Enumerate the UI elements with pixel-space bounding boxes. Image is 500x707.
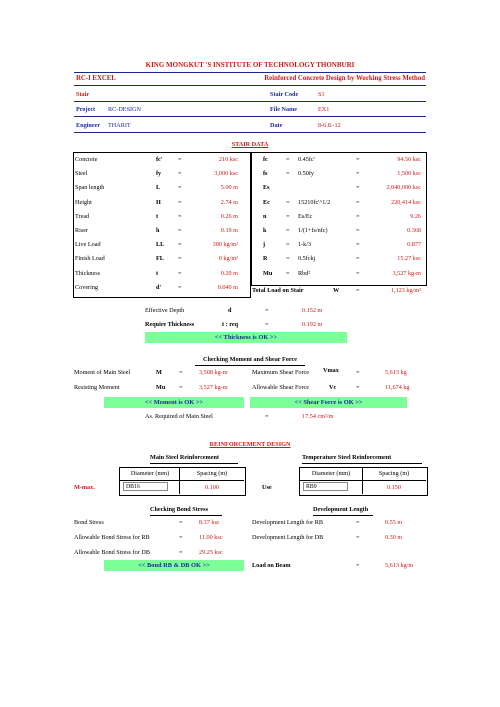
calc-eq2: = bbox=[356, 156, 360, 163]
stair-param-value: 2.74 m bbox=[220, 198, 238, 206]
required-thickness-label: Require Thickness bbox=[145, 321, 195, 328]
dev-length-db-value: 0.30 m bbox=[385, 534, 403, 541]
calc-eq: = bbox=[286, 198, 290, 206]
dev-length-rb-value: 0.55 m bbox=[385, 519, 403, 526]
allow-bond-rb-eq: = bbox=[179, 534, 183, 541]
moment-shear-title-rule bbox=[195, 365, 305, 366]
temp-dia-select[interactable] bbox=[303, 482, 348, 491]
shear-ok-banner: << Shear Force is OK >> bbox=[250, 397, 407, 408]
calc-formula: 0.50fy bbox=[298, 170, 314, 178]
mmax-label: M-max. bbox=[74, 484, 95, 491]
subject-label: Stair bbox=[76, 91, 90, 98]
total-load-value: 1,123 kg/m² bbox=[390, 287, 421, 294]
stair-param-value: 0.26 m bbox=[220, 212, 238, 220]
calc-value: 3,527 kg-m bbox=[392, 269, 421, 277]
calc-value: 0.877 bbox=[407, 241, 421, 249]
stair-param-symbol: t bbox=[156, 269, 159, 277]
main-steel-table-rule bbox=[119, 480, 244, 481]
total-load-eq: = bbox=[356, 287, 360, 294]
calc-symbol: fc bbox=[263, 156, 268, 163]
method-title: Reinforced Concrete Design by Working Stress Method bbox=[264, 75, 425, 82]
load-on-beam-eq: = bbox=[356, 562, 360, 569]
temp-spacing-value: 0.150 bbox=[387, 484, 401, 491]
allow-bond-db-value: 29.25 ksc bbox=[199, 549, 223, 556]
calc-formula: Es/Ec bbox=[298, 212, 313, 220]
stair-param-symbol: L bbox=[156, 184, 161, 192]
meta-rule-2 bbox=[74, 116, 426, 117]
calc-value: 15.27 ksc bbox=[397, 255, 421, 263]
stair-param-eq: = bbox=[178, 198, 182, 206]
dev-length-rb-label: Development Length for RB bbox=[252, 519, 323, 526]
required-thickness-eq: = bbox=[265, 321, 269, 328]
calc-symbol: Ec bbox=[263, 198, 270, 206]
date-value: 8-6.8.-12 bbox=[318, 122, 341, 129]
dev-length-db-eq: = bbox=[356, 534, 360, 541]
temp-steel-table-rule bbox=[299, 480, 426, 481]
stair-param-name: Span length bbox=[75, 184, 105, 192]
temp-steel-title-rule bbox=[302, 463, 422, 464]
resisting-moment-label: Resisting Moment bbox=[74, 384, 120, 391]
calc-value: 2,040,000 ksc bbox=[386, 184, 421, 192]
effective-depth-eq: = bbox=[265, 307, 269, 314]
calc-formula: 15210fc'^1/2 bbox=[298, 198, 331, 206]
resisting-moment-sym: Mu bbox=[156, 384, 166, 391]
main-steel-title: Main Steel Reinforcement bbox=[150, 454, 219, 461]
allow-shear-eq: = bbox=[356, 384, 360, 391]
stair-param-value: 0.20 m bbox=[220, 269, 238, 277]
calc-eq2: = bbox=[356, 170, 360, 178]
calc-eq2: = bbox=[356, 184, 360, 192]
temp-steel-title: Temperature Steel Reinforcement bbox=[302, 454, 392, 461]
stair-param-eq: = bbox=[178, 241, 182, 249]
meta-rule-1 bbox=[74, 101, 426, 102]
main-steel-title-rule bbox=[150, 463, 238, 464]
calc-value: 220,414 ksc bbox=[391, 198, 421, 206]
stair-param-name: Steel bbox=[75, 170, 88, 178]
stair-param-eq: = bbox=[178, 212, 182, 220]
stair-param-eq: = bbox=[178, 170, 182, 178]
calc-formula: Rbd² bbox=[298, 269, 311, 277]
allow-bond-rb-value: 11.00 ksc bbox=[199, 534, 223, 541]
stair-param-symbol: H bbox=[156, 198, 161, 206]
stair-param-eq: = bbox=[178, 156, 182, 163]
calc-eq: = bbox=[286, 212, 290, 220]
use-label: Use bbox=[262, 484, 272, 491]
calc-eq: = bbox=[286, 227, 290, 234]
calc-value: 1,500 ksc bbox=[397, 170, 421, 178]
stair-param-symbol: h bbox=[156, 227, 160, 234]
project-label: Project bbox=[76, 106, 96, 113]
calc-value: 9.26 bbox=[410, 212, 421, 220]
bond-stress-value: 8.37 ksc bbox=[199, 519, 220, 526]
temp-dia-header: Diameter (mm) bbox=[311, 470, 351, 477]
bond-title-rule bbox=[150, 515, 222, 516]
calc-eq: = bbox=[286, 241, 290, 249]
moment-main-value: 3,508 kg-m bbox=[199, 369, 228, 376]
calc-eq: = bbox=[286, 170, 290, 178]
meta-rule-3 bbox=[74, 132, 426, 133]
calc-symbol: Es bbox=[263, 184, 270, 192]
engineer-value: THARIT bbox=[108, 122, 131, 129]
moment-main-sym: M bbox=[156, 369, 162, 376]
calc-value: 0.368 bbox=[407, 227, 421, 234]
stair-param-eq: = bbox=[178, 255, 182, 263]
bond-ok-banner: << Bond RB & DB OK >> bbox=[104, 560, 244, 571]
total-load-label: Total Load on Stair bbox=[252, 287, 304, 294]
stair-code-value: S1 bbox=[318, 91, 325, 98]
allow-bond-rb-label: Allowable Bond Stress for RB bbox=[74, 534, 150, 541]
date-label: Date bbox=[270, 122, 283, 129]
moment-main-label: Moment of Main Steel bbox=[74, 369, 131, 376]
stair-param-name: Covering bbox=[75, 283, 99, 291]
allow-bond-db-label: Allowable Bond Stress for DB bbox=[74, 549, 150, 556]
dev-length-title: Development Length bbox=[313, 506, 369, 513]
calc-eq2: = bbox=[356, 241, 360, 249]
file-name-value: EX1 bbox=[318, 106, 330, 113]
required-thickness-value: 0.192 m bbox=[302, 321, 323, 328]
calc-formula: 1/(1+fs/nfc) bbox=[298, 227, 328, 234]
calc-symbol: n bbox=[263, 212, 267, 220]
allow-shear-label: Allowable Shear Force bbox=[252, 384, 310, 391]
calc-eq2: = bbox=[356, 198, 360, 206]
dev-length-db-label: Development Length for DB bbox=[252, 534, 324, 541]
allow-shear-sym: Vc bbox=[329, 384, 337, 391]
effective-depth-label: Effective Depth bbox=[145, 307, 185, 314]
stair-param-name: Live Load bbox=[75, 241, 101, 249]
app-title: RC-I EXCEL bbox=[76, 75, 116, 82]
dev-length-rb-eq: = bbox=[356, 519, 360, 526]
allow-shear-value: 11,674 kg bbox=[385, 384, 410, 391]
stair-param-value: 210 ksc bbox=[218, 156, 238, 163]
stair-param-name: Thickness bbox=[75, 269, 101, 277]
file-name-label: File Name bbox=[270, 106, 297, 113]
engineer-label: Engineer bbox=[76, 122, 101, 129]
calc-eq: = bbox=[286, 255, 290, 263]
header-rule-2 bbox=[74, 85, 426, 86]
calc-eq2: = bbox=[356, 227, 360, 234]
effective-depth-sym: d bbox=[228, 307, 232, 314]
moment-ok-banner: << Moment is OK >> bbox=[104, 397, 244, 408]
as-required-eq: = bbox=[265, 413, 269, 420]
stair-param-name: Concrete bbox=[75, 156, 98, 163]
stair-data-title: STAIR DATA bbox=[231, 141, 269, 148]
resisting-moment-eq: = bbox=[179, 384, 183, 391]
stair-code-label: Stair Code bbox=[270, 91, 299, 98]
bond-stress-label: Bond Stress bbox=[74, 519, 104, 526]
as-required-label: As. Required of Main Steel bbox=[145, 413, 213, 420]
load-on-beam-value: 5,613 kg/m bbox=[385, 562, 414, 569]
header-rule-top bbox=[74, 72, 426, 73]
thickness-ok-banner: << Thickness is OK >> bbox=[145, 332, 347, 343]
max-shear-eq: = bbox=[356, 369, 360, 376]
stair-param-symbol: FL bbox=[156, 255, 164, 263]
main-spacing-value: 0.100 bbox=[205, 484, 219, 491]
max-shear-label: Maximum Shear Force bbox=[252, 369, 310, 376]
stair-param-name: Height bbox=[75, 198, 92, 206]
stair-param-value: 300 kg/m² bbox=[212, 241, 238, 249]
main-dia-header: Diameter (mm) bbox=[130, 470, 170, 477]
bond-title: Checking Bond Stress bbox=[150, 506, 208, 513]
stair-param-name: Riser bbox=[75, 227, 89, 234]
calc-eq2: = bbox=[356, 212, 360, 220]
calc-formula: 0.45fc' bbox=[298, 156, 315, 163]
stair-param-symbol: fy bbox=[156, 170, 162, 178]
reinforcement-title: REINFORCEMENT DESIGN bbox=[209, 441, 291, 448]
resisting-moment-value: 3,527 kg-m bbox=[199, 384, 228, 391]
institute-title: KING MONGKUT 'S INSTITUTE OF TECHNOLOGY THONBURI bbox=[145, 61, 355, 69]
calc-formula: 1-k/3 bbox=[298, 241, 312, 249]
total-load-sym: W bbox=[333, 287, 340, 294]
calc-symbol: Mu bbox=[263, 269, 273, 277]
stair-param-value: 0.19 m bbox=[220, 227, 238, 234]
calc-formula: 0.5fckj bbox=[298, 255, 316, 263]
stair-param-eq: = bbox=[178, 283, 182, 291]
stair-param-value: 0 kg/m² bbox=[218, 255, 238, 263]
stair-param-eq: = bbox=[178, 184, 182, 192]
stair-param-name: Tread bbox=[75, 212, 90, 220]
stair-param-symbol: t bbox=[156, 212, 159, 220]
load-on-beam-label: Load on Beam bbox=[252, 562, 291, 569]
max-shear-sym: Vmax bbox=[323, 367, 339, 374]
effective-depth-value: 0.152 m bbox=[302, 307, 323, 314]
stair-param-value: 3,000 ksc bbox=[214, 170, 238, 178]
calc-eq: = bbox=[286, 156, 290, 163]
calc-symbol: j bbox=[263, 241, 266, 249]
stair-param-symbol: LL bbox=[156, 241, 165, 249]
stair-param-symbol: fc' bbox=[156, 156, 163, 163]
stair-param-symbol: d' bbox=[156, 283, 162, 291]
stair-param-value: 5.00 m bbox=[220, 184, 238, 192]
main-dia-select[interactable] bbox=[123, 482, 168, 491]
bond-stress-eq: = bbox=[179, 519, 183, 526]
allow-bond-db-eq: = bbox=[179, 549, 183, 556]
temp-spacing-header: Spacing (m) bbox=[378, 470, 410, 477]
calc-eq: = bbox=[286, 269, 290, 277]
calc-symbol: fs bbox=[263, 170, 268, 178]
max-shear-value: 5,613 kg bbox=[385, 369, 407, 376]
stair-param-value: 0.040 m bbox=[217, 283, 238, 291]
calc-symbol: R bbox=[263, 255, 268, 263]
main-spacing-header: Spacing (m) bbox=[196, 470, 228, 477]
dev-length-title-rule bbox=[313, 515, 373, 516]
stair-param-eq: = bbox=[178, 227, 182, 234]
stair-param-eq: = bbox=[178, 269, 182, 277]
moment-shear-title: Checking Moment and Shear Force bbox=[203, 356, 297, 363]
calc-eq2: = bbox=[356, 255, 360, 263]
calc-value: 94.50 ksc bbox=[397, 156, 421, 163]
moment-main-eq: = bbox=[179, 369, 183, 376]
as-required-value: 17.54 cm²/m bbox=[302, 413, 334, 420]
project-value: RC-DESIGN bbox=[108, 106, 142, 113]
required-thickness-sym: t : req bbox=[222, 321, 239, 328]
stair-param-name: Finish Load bbox=[75, 255, 105, 263]
temp-dia-value: RB9 bbox=[306, 483, 317, 490]
main-dia-value: DB16 bbox=[126, 483, 140, 490]
calc-eq2: = bbox=[356, 269, 360, 277]
calc-symbol: k bbox=[263, 227, 267, 234]
